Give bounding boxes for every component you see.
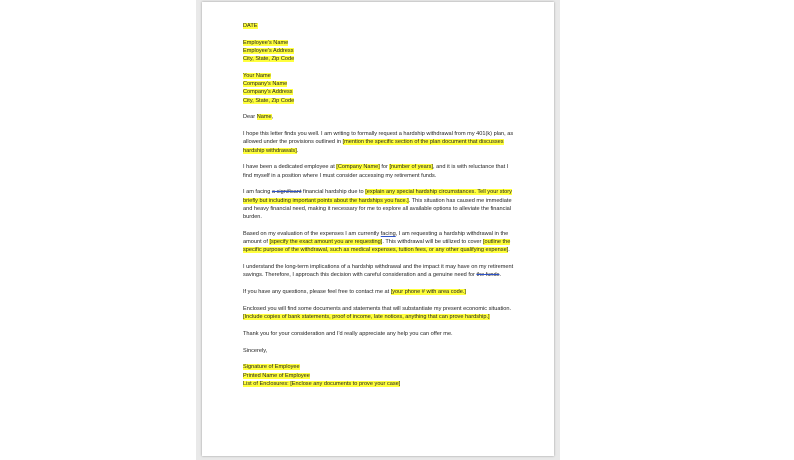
company-address-block [243, 72, 515, 105]
tracked-deletion: a significant [271, 189, 302, 196]
document-page [202, 2, 554, 456]
company-address: Company's Address [243, 89, 293, 96]
years-placeholder: [number of years] [389, 164, 433, 171]
phone-placeholder: [your phone # with area code.] [390, 289, 466, 296]
employee-name: Employee's Name [243, 39, 289, 46]
paragraph-5: I understand the long-term implications of a hardship withdrawal and the impact it may have on my retirement savings. Therefore, I approach this decision with careful consideration and a genuine need for the funds. [243, 264, 514, 279]
tracked-edit-word: facing [380, 230, 396, 237]
printed-name-line: Printed Name of Employee [243, 372, 310, 379]
employee-city: City, State, Zip Code [243, 56, 295, 63]
paragraph-7: Enclosed you will find some documents and statements that will substantiate my present economic situation. [Include copies of bank statements, proof of income, late notices, anything that can prove hardship.] [243, 305, 512, 321]
paragraph-3: I am facing a significant financial hardship due to [explain any special hardship circumstances. Tell your story briefly but including important points about the hardships you face.]. This situation has caused me immediate and heavy financial need, making it necessary for me to explore all available options to alleviate the financial burden. [243, 189, 512, 221]
tracked-deletion-2: the funds [476, 272, 500, 279]
date-line [243, 22, 515, 30]
employee-address: Employee's Address [243, 48, 294, 54]
signature-block [243, 363, 515, 388]
date-placeholder: DATE [243, 23, 258, 29]
paragraph-6: If you have any questions, please feel free to contact me at [your phone # with area code.] [243, 289, 466, 296]
purpose-placeholder: [outline the specific purpose of the withdrawal, such as medical expenses, tuition fees, or any other qualifying expense] [243, 239, 511, 254]
your-name: Your Name [243, 73, 271, 79]
salutation: Dear Name, [243, 114, 274, 121]
paragraph-4: Based on my evaluation of the expenses I am currently facing, I am requesting a hardship withdrawal in the amount of [specify the exact amount you are requesting]. This withdrawal will be utilized to cover [outline the specific purpose of the withdrawal, such as medical expenses, tuition fees, or any other qualifying expense]. [243, 230, 511, 254]
closing: Sincerely, [243, 347, 268, 354]
letter-body [243, 22, 515, 388]
company-name: Company's Name [243, 81, 288, 88]
employee-address-block [243, 39, 515, 64]
company-city: City, State, Zip Code [243, 97, 295, 104]
signature-line: Signature of Employee [243, 364, 300, 371]
paragraph-1: I hope this letter finds you well. I am writing to formally request a hardship withdrawal from my 401(k) plan, as allowed under the provisions outlined in [mention the specific section of the plan document that discusses hardship withdrawals]. [243, 131, 514, 154]
plan-section-placeholder: [mention the specific section of the plan document that discusses hardship withdrawals] [243, 139, 504, 154]
salutation-name: Name [256, 114, 272, 121]
paragraph-2: I have been a dedicated employee at [Company Name] for [number of years], and it is with reluctance that I find myself in a position where I must consider accessing my retirement funds. [243, 164, 509, 179]
amount-placeholder: [specify the exact amount you are requesting] [269, 239, 383, 246]
paragraph-8: Thank you for your consideration and I'd really appreciate any help you can offer me. [243, 330, 453, 337]
hardship-placeholder: [explain any special hardship circumstances. Tell your story briefly but including important points about the hardships you face.] [243, 189, 512, 204]
enclosures-line: List of Enclosures: [Enclose any documents to prove your case] [243, 380, 401, 387]
company-name-placeholder: [Company Name] [336, 164, 380, 171]
documents-placeholder: [Include copies of bank statements, proof of income, late notices, anything that can prove hardship.] [243, 314, 490, 321]
